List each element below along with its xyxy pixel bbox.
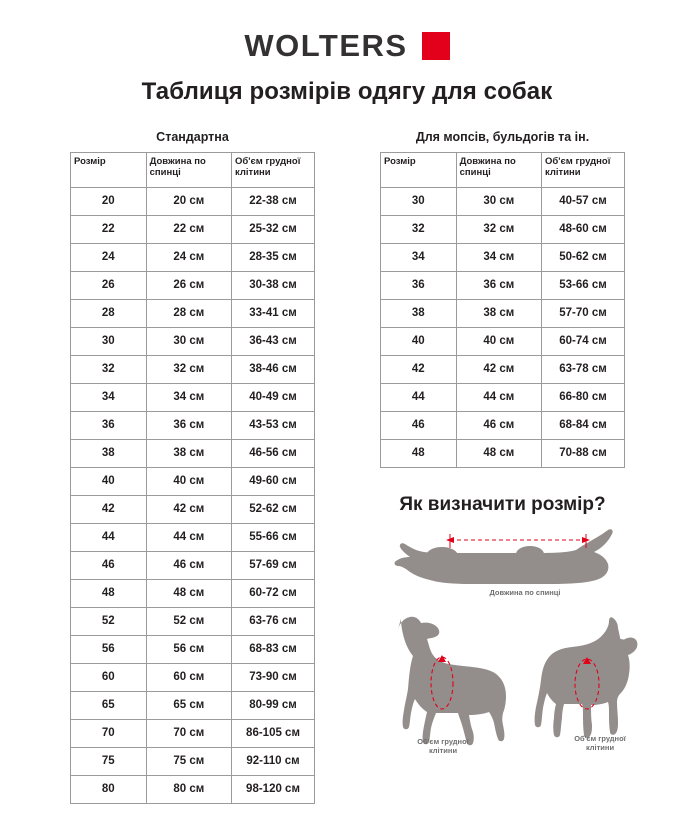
- table-row: [71, 636, 315, 664]
- table-row: [71, 692, 315, 720]
- cell-back: 30 см: [146, 328, 231, 356]
- cell-back: 36 см: [456, 272, 541, 300]
- cell-back: 32 см: [146, 356, 231, 384]
- cell-size: 52: [71, 608, 147, 636]
- cell-size: 30: [381, 188, 457, 216]
- cell-size: 44: [71, 524, 147, 552]
- cell-size: 65: [71, 692, 147, 720]
- cell-size: 36: [381, 272, 457, 300]
- cell-size: 34: [71, 384, 147, 412]
- cell-chest: 92-110 см: [232, 748, 315, 776]
- column-header-chest: Об'єм грудної клітини: [232, 153, 315, 188]
- cell-chest: 57-69 см: [232, 552, 315, 580]
- table-row: [71, 580, 315, 608]
- cell-size: 70: [71, 720, 147, 748]
- cell-back: 28 см: [146, 300, 231, 328]
- cell-back: 40 см: [146, 468, 231, 496]
- cell-size: 24: [71, 244, 147, 272]
- cell-size: 46: [381, 412, 457, 440]
- cell-back: 24 см: [146, 244, 231, 272]
- cell-size: 30: [71, 328, 147, 356]
- table-row: [381, 440, 625, 468]
- cell-chest: 22-38 см: [232, 188, 315, 216]
- table-row: [381, 188, 625, 216]
- figure-dog-top-view: [390, 526, 620, 606]
- standard-size-table: [70, 152, 315, 804]
- cell-back: 65 см: [146, 692, 231, 720]
- size-chart-page: [0, 28, 694, 828]
- table-row: [71, 216, 315, 244]
- table-row: [71, 552, 315, 580]
- cell-back: 75 см: [146, 748, 231, 776]
- cell-size: 75: [71, 748, 147, 776]
- cell-size: 56: [71, 636, 147, 664]
- cell-chest: 28-35 см: [232, 244, 315, 272]
- cell-back: 40 см: [456, 328, 541, 356]
- cell-size: 34: [381, 244, 457, 272]
- cell-size: 80: [71, 776, 147, 804]
- table-row: [71, 272, 315, 300]
- column-header-back-length: Довжина по спинці: [146, 153, 231, 188]
- table-header-row: [381, 153, 625, 188]
- cell-chest: 70-88 см: [542, 440, 625, 468]
- cell-back: 38 см: [456, 300, 541, 328]
- cell-back: 44 см: [456, 384, 541, 412]
- cell-size: 40: [71, 468, 147, 496]
- cell-chest: 52-62 см: [232, 496, 315, 524]
- cell-size: 32: [71, 356, 147, 384]
- cell-size: 38: [381, 300, 457, 328]
- cell-chest: 55-66 см: [232, 524, 315, 552]
- cell-chest: 63-78 см: [542, 356, 625, 384]
- cell-chest: 40-49 см: [232, 384, 315, 412]
- table-row: [71, 300, 315, 328]
- cell-back: 38 см: [146, 440, 231, 468]
- cell-chest: 38-46 см: [232, 356, 315, 384]
- cell-back: 32 см: [456, 216, 541, 244]
- figure-dog-side-view: [380, 611, 510, 761]
- standard-table-title: Стандартна: [156, 130, 229, 144]
- cell-back: 46 см: [456, 412, 541, 440]
- cell-chest: 98-120 см: [232, 776, 315, 804]
- table-row: [381, 216, 625, 244]
- caption-back-length: Довжина по спинці: [489, 588, 561, 597]
- measurement-figures: [380, 526, 625, 766]
- cell-size: 48: [381, 440, 457, 468]
- cell-back: 34 см: [146, 384, 231, 412]
- cell-size: 26: [71, 272, 147, 300]
- table-row: [71, 440, 315, 468]
- cell-size: 28: [71, 300, 147, 328]
- cell-chest: 68-83 см: [232, 636, 315, 664]
- cell-size: 42: [71, 496, 147, 524]
- cell-size: 22: [71, 216, 147, 244]
- column-header-size: Розмір: [71, 153, 147, 188]
- cell-back: 42 см: [456, 356, 541, 384]
- table-row: [381, 356, 625, 384]
- table-row: [71, 244, 315, 272]
- cell-back: 26 см: [146, 272, 231, 300]
- cell-chest: 49-60 см: [232, 468, 315, 496]
- cell-chest: 63-76 см: [232, 608, 315, 636]
- column-header-size: Розмір: [381, 153, 457, 188]
- caption-chest-girth-right: Об'єм грудної клітини: [574, 734, 626, 752]
- table-row: [381, 412, 625, 440]
- cell-chest: 36-43 см: [232, 328, 315, 356]
- cell-chest: 57-70 см: [542, 300, 625, 328]
- cell-back: 52 см: [146, 608, 231, 636]
- page-title: Таблиця розмірів одягу для собак: [141, 78, 553, 105]
- brand-logo: [0, 28, 694, 64]
- cell-back: 30 см: [456, 188, 541, 216]
- table-row: [381, 384, 625, 412]
- cell-chest: 30-38 см: [232, 272, 315, 300]
- cell-size: 60: [71, 664, 147, 692]
- cell-size: 36: [71, 412, 147, 440]
- cell-back: 20 см: [146, 188, 231, 216]
- cell-chest: 60-72 см: [232, 580, 315, 608]
- cell-back: 60 см: [146, 664, 231, 692]
- cell-size: 40: [381, 328, 457, 356]
- table-row: [381, 272, 625, 300]
- how-to-measure-section: [380, 494, 625, 766]
- cell-back: 48 см: [146, 580, 231, 608]
- cell-size: 32: [381, 216, 457, 244]
- cell-chest: 60-74 см: [542, 328, 625, 356]
- cell-size: 48: [71, 580, 147, 608]
- brachycephalic-column: [380, 130, 625, 804]
- table-row: [71, 524, 315, 552]
- table-row: [71, 748, 315, 776]
- cell-chest: 33-41 см: [232, 300, 315, 328]
- cell-chest: 46-56 см: [232, 440, 315, 468]
- figure-bulldog-view: [525, 616, 645, 761]
- brachycephalic-table-title: Для мопсів, бульдогів та ін.: [415, 130, 590, 144]
- cell-chest: 50-62 см: [542, 244, 625, 272]
- cell-chest: 25-32 см: [232, 216, 315, 244]
- cell-size: 20: [71, 188, 147, 216]
- table-row: [71, 188, 315, 216]
- caption-chest-girth-left: Об'єм грудної клітини: [417, 737, 469, 755]
- cell-chest: 48-60 см: [542, 216, 625, 244]
- cell-size: 44: [381, 384, 457, 412]
- column-header-chest: Об'єм грудної клітини: [542, 153, 625, 188]
- table-row: [71, 356, 315, 384]
- table-row: [71, 468, 315, 496]
- cell-size: 38: [71, 440, 147, 468]
- cell-size: 46: [71, 552, 147, 580]
- cell-back: 44 см: [146, 524, 231, 552]
- cell-size: 42: [381, 356, 457, 384]
- cell-chest: 66-80 см: [542, 384, 625, 412]
- table-row: [381, 244, 625, 272]
- cell-chest: 53-66 см: [542, 272, 625, 300]
- cell-back: 42 см: [146, 496, 231, 524]
- cell-chest: 40-57 см: [542, 188, 625, 216]
- cell-chest: 68-84 см: [542, 412, 625, 440]
- tables-area: [0, 130, 694, 804]
- table-row: [71, 664, 315, 692]
- cell-back: 70 см: [146, 720, 231, 748]
- cell-chest: 86-105 см: [232, 720, 315, 748]
- cell-chest: 73-90 см: [232, 664, 315, 692]
- table-row: [71, 384, 315, 412]
- table-row: [381, 328, 625, 356]
- brand-wordmark: WOLTERS: [244, 28, 408, 63]
- cell-back: 48 см: [456, 440, 541, 468]
- cell-back: 36 см: [146, 412, 231, 440]
- cell-back: 34 см: [456, 244, 541, 272]
- column-header-back-length: Довжина по спинці: [456, 153, 541, 188]
- cell-back: 80 см: [146, 776, 231, 804]
- table-row: [71, 608, 315, 636]
- brachycephalic-size-table: [380, 152, 625, 468]
- cell-chest: 80-99 см: [232, 692, 315, 720]
- table-row: [71, 776, 315, 804]
- table-row: [71, 720, 315, 748]
- brand-square-icon: [422, 32, 450, 60]
- table-row: [381, 300, 625, 328]
- table-row: [71, 412, 315, 440]
- how-to-measure-title: Як визначити розмір?: [399, 494, 606, 515]
- table-row: [71, 496, 315, 524]
- cell-chest: 43-53 см: [232, 412, 315, 440]
- table-header-row: [71, 153, 315, 188]
- cell-back: 56 см: [146, 636, 231, 664]
- cell-back: 46 см: [146, 552, 231, 580]
- table-row: [71, 328, 315, 356]
- standard-table-column: [70, 130, 315, 804]
- cell-back: 22 см: [146, 216, 231, 244]
